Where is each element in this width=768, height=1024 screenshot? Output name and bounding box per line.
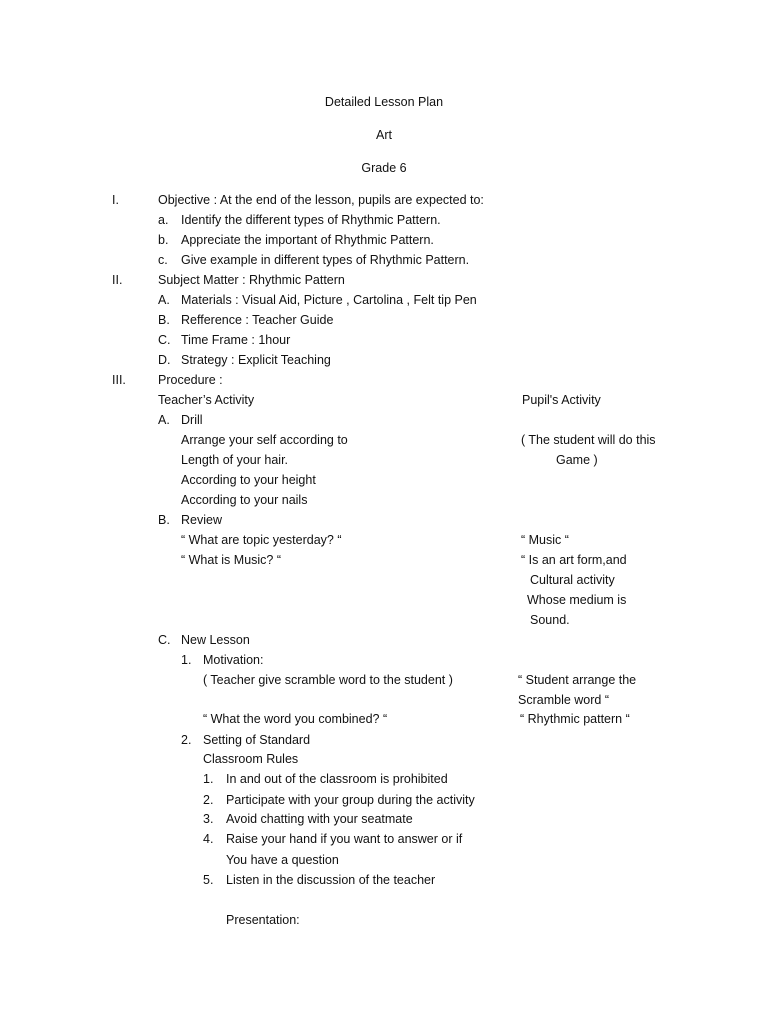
- presentation-label: Presentation:: [226, 913, 300, 927]
- rule-item-continuation: You have a question: [226, 853, 339, 867]
- objective-item-marker: a.: [158, 213, 169, 227]
- objective-item: Give example in different types of Rhythmic Pattern.: [181, 253, 470, 267]
- rule-item: Avoid chatting with your seatmate: [226, 812, 413, 826]
- drill-line: According to your height: [181, 473, 316, 487]
- motivation-label: Motivation:: [203, 653, 264, 667]
- review-pupil-line: “ Music “: [521, 533, 569, 547]
- procedure-heading: Procedure :: [158, 373, 223, 387]
- review-pupil-line: “ Is an art form,and: [521, 553, 627, 567]
- teacher-activity-heading: Teacher’s Activity: [158, 393, 255, 407]
- section-numeral-ii: II.: [112, 273, 123, 287]
- subject-item-marker: C.: [158, 333, 171, 347]
- new-lesson-label: New Lesson: [181, 633, 250, 647]
- drill-line: Arrange your self according to: [181, 433, 348, 447]
- subject-item: Materials : Visual Aid, Picture , Cartolina , Felt tip Pen: [181, 293, 477, 307]
- review-marker: B.: [158, 513, 170, 527]
- motivation-pupil-line: “ Rhythmic pattern “: [520, 712, 630, 726]
- drill-line: According to your nails: [181, 493, 308, 507]
- review-label: Review: [181, 513, 222, 527]
- section-numeral-iii: III.: [112, 373, 126, 387]
- objective-item-marker: c.: [158, 253, 168, 267]
- review-pupil-line: Sound.: [530, 613, 570, 627]
- review-question: “ What are topic yesterday? “: [181, 533, 342, 547]
- motivation-line: “ What the word you combined? “: [203, 712, 388, 726]
- rule-marker: 1.: [203, 772, 214, 786]
- drill-line: Length of your hair.: [181, 453, 289, 467]
- review-pupil-line: Whose medium is: [527, 593, 627, 607]
- grade-label: Grade 6: [361, 161, 407, 175]
- subject-item-marker: D.: [158, 353, 171, 367]
- objective-item: Identify the different types of Rhythmic Pattern.: [181, 213, 441, 227]
- rule-item: Raise your hand if you want to answer or if: [226, 832, 463, 846]
- subject-item: Time Frame : 1hour: [181, 333, 291, 347]
- subject-label: Art: [376, 128, 392, 142]
- drill-pupil-line: ( The student will do this: [521, 433, 656, 447]
- subject-item-marker: A.: [158, 293, 170, 307]
- objective-item: Appreciate the important of Rhythmic Pattern.: [181, 233, 434, 247]
- drill-pupil-line: Game ): [556, 453, 598, 467]
- drill-label: Drill: [181, 413, 203, 427]
- standard-marker: 2.: [181, 733, 192, 747]
- rule-item: In and out of the classroom is prohibited: [226, 772, 448, 786]
- motivation-pupil-line: Scramble word “: [518, 693, 609, 707]
- rule-marker: 3.: [203, 812, 214, 826]
- objective-item-marker: b.: [158, 233, 169, 247]
- rule-item: Participate with your group during the activity: [226, 793, 475, 807]
- document-title: Detailed Lesson Plan: [324, 95, 444, 109]
- review-pupil-line: Cultural activity: [530, 573, 615, 587]
- rule-marker: 2.: [203, 793, 214, 807]
- motivation-marker: 1.: [181, 653, 192, 667]
- rule-item: Listen in the discussion of the teacher: [226, 873, 436, 887]
- classroom-rules-label: Classroom Rules: [203, 752, 299, 766]
- new-lesson-marker: C.: [158, 633, 171, 647]
- rule-marker: 4.: [203, 832, 214, 846]
- subject-matter-heading: Subject Matter : Rhythmic Pattern: [158, 273, 345, 287]
- standard-label: Setting of Standard: [203, 733, 311, 747]
- motivation-pupil-line: “ Student arrange the: [518, 673, 637, 687]
- rule-marker: 5.: [203, 873, 214, 887]
- motivation-line: ( Teacher give scramble word to the student ): [203, 673, 453, 687]
- pupil-activity-heading: Pupil's Activity: [522, 393, 601, 407]
- drill-marker: A.: [158, 413, 170, 427]
- subject-item: Refference : Teacher Guide: [181, 313, 334, 327]
- subject-item-marker: B.: [158, 313, 170, 327]
- review-question: “ What is Music? “: [181, 553, 282, 567]
- objective-heading: Objective : At the end of the lesson, pupils are expected to:: [158, 193, 484, 207]
- subject-item: Strategy : Explicit Teaching: [181, 353, 331, 367]
- section-numeral-i: I.: [112, 193, 119, 207]
